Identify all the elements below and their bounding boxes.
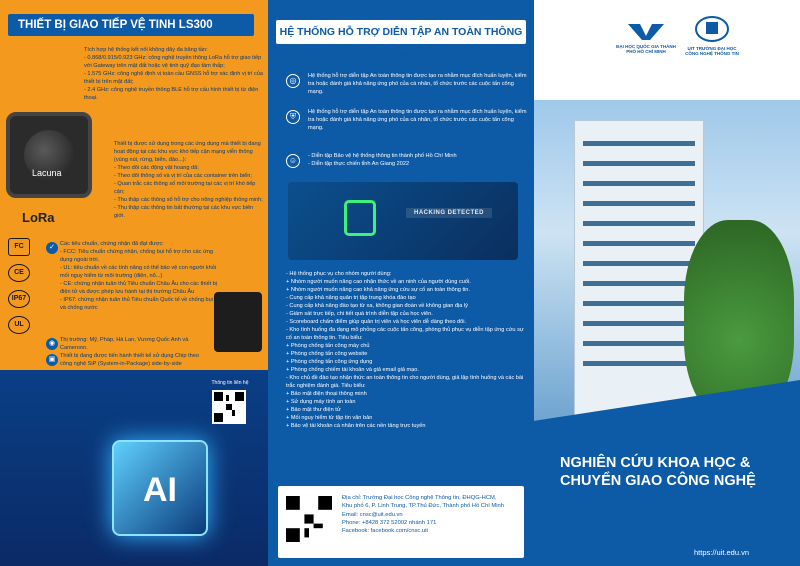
fcc-logo: FC [8,238,30,256]
event-item: - Diễn tập Bảo vệ hệ thống thông tin thành phố Hồ Chí Minh [308,153,457,159]
ul-logo: UL [8,316,30,334]
panel2-title: HỆ THỐNG HỖ TRỢ DIỄN TẬP AN TOÀN THÔNG TIN [276,20,526,44]
feature-item: + Nhóm người muốn nâng cao nhận thức về an ninh của người dùng cuối. [286,279,471,285]
standards-block [60,240,220,312]
feature-item: - Kho tình huống đa dạng mô phỏng các cuộc tấn công, phòng thủ phục vụ diễn tập ứng cứu sự cố an toàn thông tin. Tiêu biểu: [286,327,524,341]
chip-label: Lacuna [32,168,62,178]
lora-logo: LoRa [22,210,55,225]
events-list [308,152,528,168]
globe-icon: ◉ [46,338,58,350]
feature-item: + Mối nguy hiểm từ tập tin văn bản [286,415,373,421]
connectivity-line: - 1.575 GHz: công nghệ định vị toàn cầu GNSS hỗ trợ xác định vị trí của thiết bị trên mặt đất; [84,71,264,85]
standards-line: - UL: tiêu chuẩn về các tính năng có thể bảo vệ con người khỏi mối nguy hiểm từ môi trường (điện, nổ...) [60,265,217,279]
feature-item: + Bảo vệ tài khoản cá nhân trên các nền tảng trực tuyến [286,423,426,429]
website-link[interactable]: https://uit.edu.vn [694,548,750,557]
feature-item: - Giám sát trực tiếp, chi tiết quá trình diễn tập của học viên. [286,311,433,317]
intro-paragraph-1: Hệ thống hỗ trợ diễn tập An toàn thông tin được tạo ra nhằm mục đích huấn luyện, kiểm tra hoặc đánh giá khả năng ứng phó của cá nhân, tổ chức trước các cuộc tấn công mạng. [308,73,527,95]
cover-title-line2: CHUYỂN GIAO CÔNG NGHỆ [560,473,756,489]
applications-block [114,140,264,220]
contact-box [278,486,524,558]
panel-cover [534,0,800,566]
qr-label: Thông tin liên hệ [211,380,249,386]
feature-item: + Sử dụng máy tính an toàn [286,399,356,405]
applications-line: - Quan trắc các thông số môi trường tại các vị trí khó tiếp cận; [114,181,256,195]
vnu-hcm-logo [626,20,666,42]
standards-line: Các tiêu chuẩn, chứng nhận đã đạt được: [60,241,164,247]
lock-icon [344,200,376,236]
contact-line: Địa chỉ: Trường Đại học Công nghệ Thông tin, ĐHQG-HCM, [342,495,497,501]
cover-title [560,454,780,490]
applications-line: - Theo dõi thông số và vị trí của các container trên biển; [114,173,252,179]
panel-security-exercise [268,0,534,566]
ip67-logo: IP67 [8,290,30,308]
standards-line: - FCC: Tiêu chuẩn chứng nhận, chống bụi hỗ trợ cho các ứng dụng ngoài trời. [60,249,213,263]
connectivity-block [84,46,264,102]
applications-line: - Theo dõi các động vật hoang dã; [114,165,199,171]
feature-item: + Phòng chống tấn công ứng dụng [286,359,373,365]
feature-item: + Phòng chống chiếm tài khoản và giả email giả mạo. [286,367,419,373]
hacking-detected-image [288,182,518,260]
feature-item: + Phòng chống tấn công máy chủ [286,343,370,349]
feature-item: - Kho chủ đề đào tạo nhận thức an toàn thông tin cho người dùng, giả lập tình huống và các bài trắc nghiệm đánh giá. Tiêu biểu: [286,375,524,389]
contact-email[interactable]: Email: cnsc@uit.edu.vn [342,511,403,518]
feature-item: - Cung cấp khả năng quản trị tập trung khóa đào tạo [286,295,416,301]
target-icon: ◎ [286,74,300,88]
features-list [286,270,526,430]
standards-line: - CE: chứng nhận tuân thủ Tiêu chuẩn Châu Âu cho các thiết bị điện tử và được phép lưu hành tại thị trường Châu Âu [60,281,218,295]
uit-logo-text: UIT TRƯỜNG ĐẠI HỌC CÔNG NGHỆ THÔNG TIN [685,46,739,56]
chip-icon: ▣ [46,354,58,366]
intro-paragraph-2: Hệ thống hỗ trợ diễn tập An toàn thông tin được tạo ra nhằm mục đích huấn luyện, kiểm tra hoặc đánh giá khả năng ứng phó của cá nhân, tổ chức trước các cuộc tấn công mạng. [308,109,527,131]
feature-item: + Bảo mật điện thoại thông minh [286,391,367,397]
contact-facebook[interactable]: Facebook: facebook.com/cnsc.uit [342,528,429,535]
feature-item: - Scoreboard chấm điểm giúp quản trị viên và học viên dễ dàng theo dõi. [286,319,467,325]
ls300-device-image [214,292,262,352]
feature-item: + Phòng chống tấn công website [286,351,368,357]
cover-title-line1: NGHIÊN CỨU KHOA HỌC & [560,455,751,471]
ce-logo: CE [8,264,30,282]
panel-satellite-device [0,0,268,566]
people-icon: ☺ [286,154,300,168]
applications-line: - Thu thập các thông số hỗ trợ cho nông nghiệp thông minh; [114,197,263,203]
contact-qr-code-icon[interactable] [286,496,332,542]
certificate-icon: ✓ [46,242,58,254]
standards-line: - IP67: chứng nhận tuân thủ Tiêu chuẩn Quốc tế về chống bụi và chống nước [60,297,214,311]
connectivity-line: - 0.868/0.915/0.923 GHz: công nghệ truyền thông LoRa hỗ trợ giao tiếp với Gateway trên mặt đất hoặc vệ tinh quỹ đạo tầm thấp; [84,55,262,69]
shield-icon: ⛨ [286,110,300,124]
feature-item: - Cung cấp khả năng đào tạo từ xa, không gian đoàn về không gian địa lý [286,303,468,309]
panel1-title: THIẾT BỊ GIAO TIẾP VỆ TINH LS300 [8,14,254,36]
markets-text: Thị trường: Mỹ, Pháp, Hà Lan, Vương Quốc Anh và Cameroon. [60,337,189,351]
qr-code-icon[interactable] [212,390,246,424]
applications-line: - Thu thập các thông tin bất thường tại các khu vực biên giới. [114,205,254,219]
connectivity-line: Tích hợp hệ thống kết nối không dây đa băng tần: [84,47,208,53]
contact-text [342,494,522,535]
certification-logos [8,238,36,342]
feature-item: + Nhóm người muốn nâng cao khả năng ứng cứu sự cố an toàn thông tin. [286,287,470,293]
feature-item: - Hệ thống phục vụ cho nhóm người dùng: [286,271,392,277]
ai-cube-image: AI [112,440,208,536]
event-item: - Diễn tập thực chiến tỉnh An Giang 2022 [308,161,410,167]
contact-line: Khu phố 6, P. Linh Trung, TP.Thủ Đức, Thành phố Hồ Chí Minh [342,503,505,510]
applications-line: Thiết bị được sử dụng trong các ứng dụng mà thiết bị đang hoạt động tại các khu vực khó tiếp cận mạng viễn thông (vùng núi, rừng, biển, đảo...): [114,141,261,163]
lacuna-chip-image [6,112,92,198]
sip-text: Thiết bị đang được tiến hành thiết kế sử dụng Chip theo công nghệ SiP (System-in-Package) side-by-side [60,353,199,367]
hacking-badge: HACKING DETECTED [406,208,492,218]
building-tower [574,120,704,420]
feature-item: + Bảo mật thư điện tử [286,407,341,413]
contact-phone[interactable]: Phone: +8428 372 52002 nhánh 171 [342,519,437,526]
vnu-hcm-logo-text: ĐẠI HỌC QUỐC GIA THÀNH PHỐ HỒ CHÍ MINH [616,44,676,54]
connectivity-line: - 2.4 GHz: công nghệ truyền thông BLE hỗ trợ cấu hình thiết bị từ điện thoại. [84,87,259,101]
uit-logo [694,14,730,44]
